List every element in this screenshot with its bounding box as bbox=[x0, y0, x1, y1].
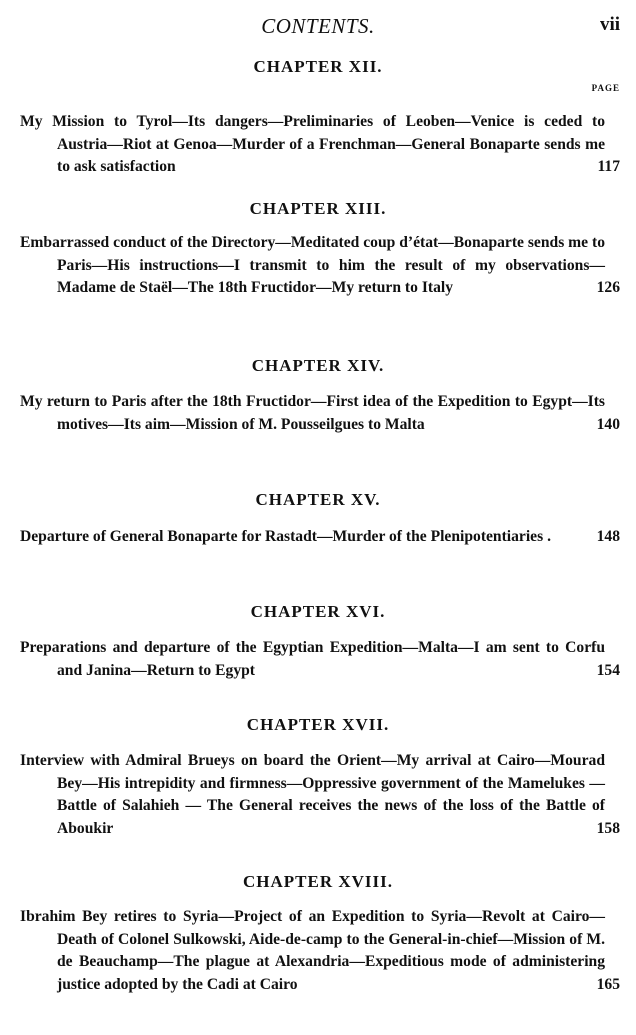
page-column-label: PAGE bbox=[591, 83, 620, 93]
chapter-page-number: 158 bbox=[596, 819, 620, 837]
chapter-heading: CHAPTER XIII. bbox=[249, 199, 387, 218]
chapter-entry-xii bbox=[0, 55, 636, 179]
chapter-heading: CHAPTER XII. bbox=[253, 57, 383, 76]
chapter-entry-xvii bbox=[0, 713, 636, 840]
running-title: CONTENTS. bbox=[261, 14, 375, 38]
chapter-heading: CHAPTER XVIII. bbox=[242, 872, 394, 891]
chapter-page-number: 154 bbox=[596, 661, 620, 679]
running-head bbox=[0, 14, 636, 40]
chapter-summary: Departure of General Bonaparte for Rastadt—Murder of the Plenipotentiaries . bbox=[20, 528, 551, 545]
chapter-page-number: 148 bbox=[596, 528, 620, 545]
chapter-entry-xv bbox=[0, 488, 636, 549]
chapter-heading: CHAPTER XVI. bbox=[250, 602, 386, 621]
chapter-summary: Embarrassed conduct of the Directory—Meditated coup d’état—Bonaparte sends me to Paris—His instructions—I transmit to him the result of my observations—Madame de Staël—The 18th Fructidor—My return to Italy bbox=[20, 234, 605, 296]
chapter-heading: CHAPTER XVII. bbox=[246, 715, 390, 734]
chapter-entry-xviii bbox=[0, 870, 636, 996]
chapter-page-number: 165 bbox=[596, 975, 620, 993]
chapter-heading: CHAPTER XV. bbox=[255, 490, 381, 509]
page-number: vii bbox=[599, 14, 620, 35]
chapter-summary: My return to Paris after the 18th Fructidor—First idea of the Expedition to Egypt—Its motives—Its aim—Mission of M. Pousseilgues to Malta bbox=[20, 393, 605, 433]
chapter-entry-xvi bbox=[0, 600, 636, 682]
chapter-summary: Interview with Admiral Brueys on board the Orient—My arrival at Cairo—Mourad Bey—His intrepidity and firmness—Oppressive government of the Mamelukes — Battle of Salahieh — The General receives the news of the loss of the Battle of Aboukir bbox=[20, 752, 605, 837]
chapter-summary: My Mission to Tyrol—Its dangers—Preliminaries of Leoben—Venice is ceded to Austria—Riot at Genoa—Murder of a Frenchman—General Bonaparte sends me to ask satisfaction bbox=[20, 113, 605, 175]
chapter-entry-xiv bbox=[0, 354, 636, 436]
chapter-heading: CHAPTER XIV. bbox=[251, 356, 385, 375]
chapter-page-number: 126 bbox=[596, 279, 620, 296]
chapter-page-number: 140 bbox=[596, 415, 620, 433]
chapter-page-number: 117 bbox=[597, 158, 620, 175]
chapter-summary: Preparations and departure of the Egyptian Expedition—Malta—I am sent to Corfu and Janina—Return to Egypt bbox=[20, 639, 605, 679]
chapter-entry-xiii bbox=[0, 197, 636, 300]
chapter-summary: Ibrahim Bey retires to Syria—Project of an Expedition to Syria—Revolt at Cairo—Death of Colonel Sulkowski, Aide-de-camp to the General-in-chief—Mission of M. de Beauchamp—The plague at Alexandria—Expeditious mode of administering justice adopted by the Cadi at Cairo bbox=[20, 908, 605, 993]
